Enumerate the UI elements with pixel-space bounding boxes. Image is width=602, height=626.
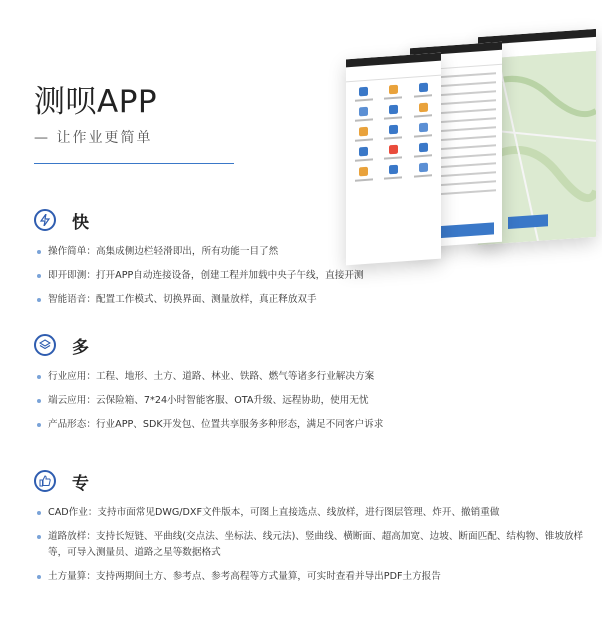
section-title: 专 (72, 473, 89, 494)
list-item: 行业应用：工程、地形、土方、道路、林业、铁路、燃气等诸多行业解决方案 (34, 369, 589, 385)
list-item: 产品形态：行业APP、SDK开发包、位置共享服务多种形态，满足不同客户诉求 (34, 417, 589, 433)
lightning-icon (34, 209, 56, 231)
layers-icon (34, 334, 56, 356)
list-item: 智能语音：配置工作模式、切换界面、测量放样，真正释放双手 (34, 292, 589, 308)
list-item: 道路放样：支持长短链、平曲线(交点法、坐标法、线元法)、竖曲线、横断面、超高加宽、边坡、断面匹配、结构物、锥坡放样等，可导入测量员、道路之星等数据格式 (34, 529, 589, 561)
list-item: 操作简单：高集成侧边栏轻滑即出，所有功能一目了然 (34, 244, 589, 260)
section-many (34, 331, 589, 441)
section-fast (34, 206, 589, 316)
thumbs-up-icon (34, 470, 56, 492)
list-item: 即开即测：打开APP自动连接设备，创建工程并加载中央子午线，直接开测 (34, 268, 589, 284)
list-item: 端云应用：云保险箱、7*24小时智能客服、OTA升级、远程协助，使用无忧 (34, 393, 589, 409)
list-item: 土方量算：支持两期间土方、参考点、参考高程等方式量算，可实时查看并导出PDF土方报告 (34, 569, 589, 585)
section-pro (34, 467, 589, 593)
page-title: 测呗APP (34, 84, 158, 120)
section-title: 快 (72, 212, 89, 233)
title-divider (34, 163, 234, 164)
page-subtitle: — 让作业更简单 (34, 130, 153, 146)
list-item: CAD作业：支持市面常见DWG/DXF文件版本，可图上直接选点、线放样，进行图层管理、炸开、撤销重做 (34, 505, 589, 521)
section-title: 多 (72, 337, 89, 358)
